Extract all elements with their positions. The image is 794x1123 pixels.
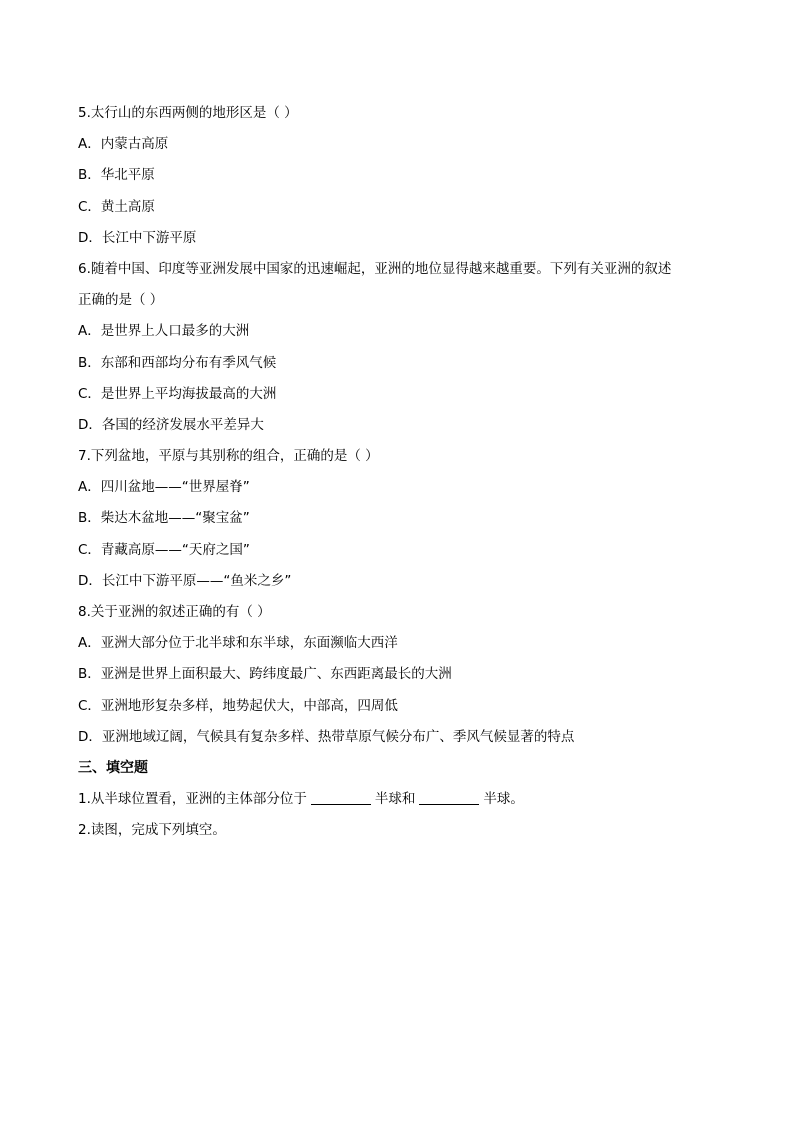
question-7-option-a: A．四川盆地——“世界屋脊” <box>78 479 250 496</box>
question-7-option-c: C．青藏高原——“天府之国” <box>78 541 250 558</box>
answer-blank-2[interactable] <box>419 790 479 805</box>
question-8-option-d: D．亚洲地域辽阔，气候具有复杂多样、热带草原气候分布广、季风气候显著的特点 <box>78 728 575 745</box>
fill-question-1-part2: 半球和 <box>374 791 416 808</box>
fill-question-1-part1: 1.从半球位置看，亚洲的主体部分位于 <box>78 791 307 808</box>
question-6-stem-line1: 6.随着中国、印度等亚洲发展中国家的迅速崛起，亚洲的地位显得越来越重要。下列有关亚洲的叙述 <box>78 260 672 277</box>
question-5-option-d: D．长江中下游平原 <box>78 229 197 246</box>
question-8-option-c: C．亚洲地形复杂多样，地势起伏大，中部高，四周低 <box>78 697 398 714</box>
question-8-option-a: A．亚洲大部分位于北半球和东半球，东面濒临大西洋 <box>78 635 398 652</box>
fill-question-1 <box>78 784 728 815</box>
question-6-stem-line2: 正确的是（ ） <box>78 292 164 309</box>
question-7-option-d: D．长江中下游平原——“鱼米之乡” <box>78 572 292 589</box>
question-8-option-b: B．亚洲是世界上面积最大、跨纬度最广、东西距离最长的大洲 <box>78 666 452 683</box>
answer-blank-1[interactable] <box>311 790 371 805</box>
document-page <box>78 98 728 847</box>
question-8-stem: 8.关于亚洲的叙述正确的有（ ） <box>78 604 271 620</box>
fill-question-1-part3: 半球。 <box>483 791 524 808</box>
section-heading: 三、填空题 <box>78 759 148 776</box>
fill-question-2: 2.读图，完成下列填空。 <box>78 822 226 839</box>
question-6-option-b: B．东部和西部均分布有季风气候 <box>78 354 277 371</box>
question-5-option-a: A．内蒙古高原 <box>78 136 169 153</box>
question-6-option-a: A．是世界上人口最多的大洲 <box>78 323 250 340</box>
question-6-option-d: D．各国的经济发展水平差异大 <box>78 416 264 433</box>
question-6-option-c: C．是世界上平均海拔最高的大洲 <box>78 385 277 402</box>
question-7-option-b: B．柴达木盆地——“聚宝盆” <box>78 510 250 527</box>
question-7-stem: 7.下列盆地，平原与其别称的组合，正确的是（ ） <box>78 448 379 465</box>
question-5-option-b: B．华北平原 <box>78 167 155 184</box>
question-5-option-c: C．黄土高原 <box>78 198 155 215</box>
question-5-stem: 5.太行山的东西两侧的地形区是（ ） <box>78 105 298 121</box>
